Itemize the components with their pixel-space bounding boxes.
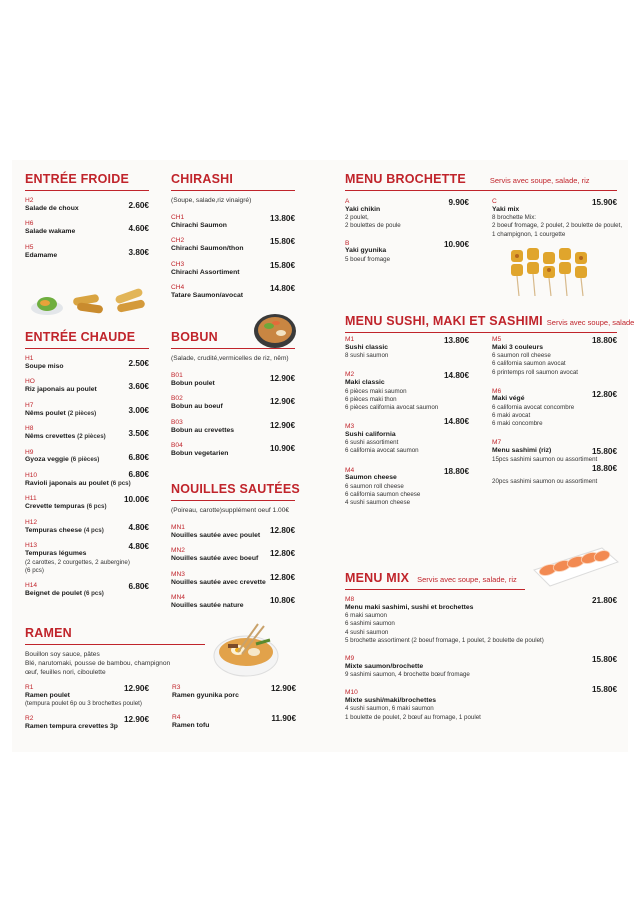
menu-item: 9.90€ A Yaki chikin 2 poulet, 2 boulettes de poule [345,198,469,230]
menu-item: 6.80€ H9 Gyoza veggie (6 pièces) [25,448,149,464]
section-entree-froide [25,172,149,267]
menu-item: 12.80€ M6 Maki végé 6 california avocat concombre 6 maki avocat 6 maki concombre [492,387,617,428]
menu-item: 12.80€ MN3 Nouilles sautée avec crevette [171,570,295,586]
menu-item: 4.80€ H12 Tempuras cheese (4 pcs) [25,518,149,534]
brochette-skewers-photo [503,240,603,298]
menu-item: 15.80€ M9 Mixte saumon/brochette 9 sashimi saumon, 4 brochette bœuf fromage [345,654,617,679]
divider [171,190,295,191]
menu-item: 15.80€ M10 Mixte sushi/maki/brochettes 4 sushi saumon, 6 maki saumon 1 boulette de poulet, 2 bœuf au fromage, 1 poulet [345,685,617,721]
menu-item: 3.60€ HO Riz japonais au poulet [25,378,149,394]
ramen-description: Bouillon soy sauce, pâtes Blé, narutomaki, pousse de bambou, champignon œuf, feuilles nori, ciboulette [25,651,171,676]
menu-item: 13.80€ CH1 Chirachi Saumon [171,213,295,229]
menu-item: 11.90€ R4 Ramen tofu [172,714,296,730]
divider [345,332,617,333]
spring-rolls-photo [27,284,149,320]
section-menu-sushi [345,314,635,507]
divider [345,589,525,590]
menu-item: 3.50€ H8 Nêms crevettes (2 pièces) [25,425,149,441]
menu-item: 2.50€ H1 Soupe miso [25,355,149,370]
menu-item: 12.90€ B03 Bobun au crevettes [171,418,295,434]
menu-item: 21.80€ M8 Menu maki sashimi, sushi et brochettes 6 maki saumon 6 sashimi saumon 4 sushi saumon 5 brochette assortiment (2 boeuf fromage, 1 poulet, 2 boulette de poulet) [345,596,617,644]
menu-item: 12.90€ R3 Ramen gyunika porc [172,684,296,699]
menu-item: 10.90€ B04 Bobun vegetarien [171,442,295,457]
section-title: ENTRÉE FROIDE [25,172,129,186]
section-entree-chaude [25,330,149,598]
section-title: NOUILLES SAUTÉES [171,482,300,496]
menu-item: 18.80€ M4 Saumon cheese 6 saumon roll cheese 6 california saumon cheese 4 sushi saumon cheese [345,466,469,507]
menu-item: 12.90€ B02 Bobun au boeuf [171,395,295,411]
divider [345,190,617,191]
divider [25,644,205,645]
section-chirashi [171,172,295,307]
menu-item: 14.80€ M3 Sushi california 6 sushi assortiment 6 california avocat saumon [345,417,469,455]
menu-item: 13.80€ M1 Sushi classic 8 sushi saumon [345,336,469,360]
menu-item: 12.80€ MN1 Nouilles sautée avec poulet [171,523,295,539]
section-title: CHIRASHI [171,172,234,186]
menu-item: 10.00€ H11 Crevette tempuras (6 pcs) [25,495,149,511]
section-title: ENTRÉE CHAUDE [25,330,136,344]
section-title: MENU BROCHETTE Servis avec soupe, salade, riz [345,172,590,186]
menu-item: 18.80€ 20pcs sashimi saumon ou assortiment [492,463,617,485]
menu-item: 4.60€ H6 Salade wakame [25,220,149,236]
divider [25,348,149,349]
menu-item: 6.80€ H14 Beignet de poulet (6 pcs) [25,581,149,597]
bobun-bowl-photo [252,311,298,351]
section-menu-mix [345,571,617,729]
menu-item: 12.80€ MN2 Nouilles sautée avec boeuf [171,547,295,563]
section-title: MENU MIX Servis avec soupe, salade, riz [345,571,517,585]
menu-item: 15.80€ M7 Menu sashimi (riz) 15pcs sashimi saumon ou assortiment [492,439,617,463]
menu-item: 18.80€ M5 Maki 3 couleurs 6 saumon roll cheese 6 california saumon avocat 6 printemps roll saumon avocat [492,336,617,376]
bobun-description: (Salade, crudité,vermicelles de riz, nêm) [171,355,289,362]
section-title: RAMEN [25,626,72,640]
menu-item: 15.80€ CH2 Chirachi Saumon/thon [171,237,295,253]
menu-item: 14.80€ M2 Maki classic 6 pièces maki saumon 6 pièces maki thon 6 pièces california avocat saumon [345,371,469,411]
menu-item: 2.60€ H2 Salade de choux [25,197,149,212]
menu-item: 12.90€ R2 Ramen tempura crevettes 3p [25,715,149,731]
section-nouilles [171,482,300,617]
menu-item: 3.80€ H5 Edamame [25,243,149,259]
divider [171,500,295,501]
chirashi-description: (Soupe, salade,riz vinaigré) [171,197,252,204]
menu-item: 10.80€ MN4 Nouilles sautée nature [171,594,295,609]
menu-item: 12.90€ B01 Bobun poulet [171,371,295,387]
menu-item: 6.80€ H10 Ravioli japonais au poulet (6 pcs) [25,469,149,487]
nouilles-description: (Poireau, carotte)supplément oeuf 1.00€ [171,507,290,514]
section-title: MENU SUSHI, MAKI ET SASHIMI Servis avec soupe, salade [345,314,635,328]
menu-item: 14.80€ CH4 Tatare Saumon/avocat [171,284,295,299]
menu-item: 12.90€ R1 Ramen poulet (tempura poulet 6p ou 3 brochettes poulet) [25,684,149,708]
menu-item: 10.90€ B Yaki gyunika 5 boeuf fromage [345,239,469,263]
section-menu-brochette [345,172,623,263]
menu-item: 15.80€ CH3 Chirachi Assortiment [171,260,295,276]
menu-item: 4.80€ H13 Tempuras légumes (2 carottes, 2 courgettes, 2 aubergine) (6 pcs) [25,542,149,574]
ramen-bowl-photo [208,618,284,682]
section-title: BOBUN [171,330,218,344]
divider [25,190,149,191]
menu-item: 3.00€ H7 Nêms poulet (2 pièces) [25,401,149,417]
menu-item: 15.90€ C Yaki mix 8 brochette Mix: 2 boeuf fromage, 2 poulet, 2 boulette de poulet, 1 champignon, 1 courgette [492,198,623,238]
